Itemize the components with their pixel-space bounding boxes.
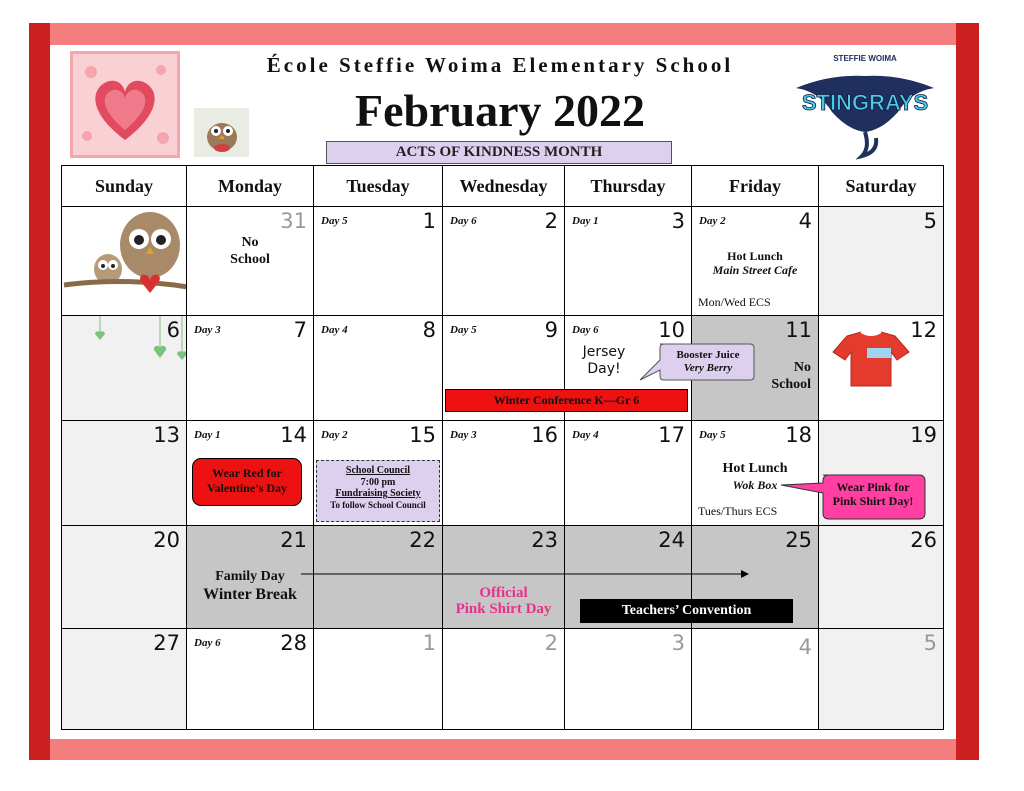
day-cell <box>61 628 187 730</box>
day-cell <box>564 628 692 730</box>
month-title: February 2022 <box>354 85 645 136</box>
day-cell <box>186 315 314 421</box>
cycle-day: Day 1 <box>572 215 599 227</box>
day-number: 26 <box>910 528 937 552</box>
day-number: 4 <box>798 209 812 233</box>
no-school-label: No <box>241 235 259 250</box>
event-text: Very Berry <box>683 362 733 374</box>
cycle-day: Day 5 <box>699 429 726 441</box>
hot-lunch-vendor: Wok Box <box>732 478 778 492</box>
weekday-header: Monday <box>186 165 314 207</box>
cycle-day: Day 6 <box>572 324 599 336</box>
day-cell <box>186 525 314 629</box>
cycle-day: Day 5 <box>321 215 348 227</box>
day-cell <box>442 628 565 730</box>
day-cell <box>186 628 314 730</box>
ecs-note: Mon/Wed ECS <box>698 295 771 309</box>
cycle-day: Day 1 <box>194 429 221 441</box>
weekday-header: Tuesday <box>313 165 443 207</box>
pink-shirt-day-label: Official <box>479 585 528 601</box>
event-text: To follow School Council <box>330 499 426 510</box>
school-name: École Steffie Woima Elementary School <box>266 53 734 77</box>
event-text: Wear Red for <box>212 466 282 480</box>
jersey-day-label: Day! <box>587 361 621 377</box>
day-cell <box>186 206 314 316</box>
no-school-label: School <box>771 377 811 392</box>
day-cell <box>691 628 819 730</box>
day-number: 23 <box>531 528 558 552</box>
day-number: 5 <box>923 631 937 655</box>
event-text: Wear Pink for <box>836 480 910 494</box>
day-cell <box>313 315 443 421</box>
day-cell <box>818 315 944 421</box>
owl-photo-icon <box>194 108 249 157</box>
day-number: 19 <box>910 423 937 447</box>
day-number: 5 <box>923 209 937 233</box>
day-cell <box>691 206 819 316</box>
day-number: 13 <box>153 423 180 447</box>
day-cell <box>818 628 944 730</box>
cycle-day: Day 6 <box>450 215 477 227</box>
day-number: 14 <box>280 423 307 447</box>
day-cell <box>564 206 692 316</box>
day-number: 12 <box>910 318 937 342</box>
weekday-header: Sunday <box>61 165 187 207</box>
day-cell <box>61 525 187 629</box>
day-number: 21 <box>280 528 307 552</box>
day-number: 3 <box>671 631 685 655</box>
day-number: 1 <box>422 631 436 655</box>
no-school-label: School <box>230 252 270 267</box>
day-cell <box>61 315 187 421</box>
day-cell <box>818 525 944 629</box>
day-number: 31 <box>280 209 307 233</box>
day-cell <box>313 628 443 730</box>
ecs-note: Tues/Thurs ECS <box>698 504 778 518</box>
day-cell-blank <box>61 206 187 316</box>
day-cell <box>313 206 443 316</box>
cycle-day: Day 3 <box>450 429 477 441</box>
day-cell <box>313 420 443 526</box>
cycle-day: Day 5 <box>450 324 477 336</box>
weekday-header: Thursday <box>564 165 692 207</box>
weekday-header: Wednesday <box>442 165 565 207</box>
booster-juice-event <box>659 349 757 375</box>
cycle-day: Day 4 <box>572 429 599 441</box>
day-number: 28 <box>280 631 307 655</box>
family-day-label: Family Day <box>215 569 285 584</box>
day-number: 20 <box>153 528 180 552</box>
weekday-header: Friday <box>691 165 819 207</box>
day-number: 2 <box>544 209 558 233</box>
winter-break-label: Winter Break <box>203 586 297 603</box>
winter-conference-event: Winter Conference K—Gr 6 <box>445 389 688 412</box>
day-number: 15 <box>409 423 436 447</box>
svg-text:STINGRAYS: STINGRAYS <box>801 90 929 115</box>
day-number: 10 <box>658 318 685 342</box>
cycle-day: Day 3 <box>194 324 221 336</box>
day-cell <box>818 206 944 316</box>
day-number: 27 <box>153 631 180 655</box>
day-number: 2 <box>544 631 558 655</box>
event-text: Pink Shirt Day! <box>832 494 914 508</box>
day-number: 7 <box>293 318 307 342</box>
day-number: 8 <box>422 318 436 342</box>
event-text: 7:00 pm <box>360 476 396 488</box>
day-cell <box>186 420 314 526</box>
event-text: Booster Juice <box>676 349 740 361</box>
cycle-day: Day 4 <box>321 324 348 336</box>
day-number: 3 <box>671 209 685 233</box>
day-cell <box>442 420 565 526</box>
cycle-day: Day 2 <box>699 215 726 227</box>
pink-shirt-day-label: Pink Shirt Day <box>455 601 552 617</box>
event-text: Fundraising Society <box>335 488 421 499</box>
jersey-shirt-icon <box>831 328 911 390</box>
theme-banner: ACTS OF KINDNESS MONTH <box>326 141 672 164</box>
day-number: 4 <box>798 635 812 659</box>
bottom-pink-bar <box>50 739 956 760</box>
day-cell <box>61 420 187 526</box>
day-number: 9 <box>544 318 558 342</box>
cycle-day: Day 2 <box>321 429 348 441</box>
weekday-header: Saturday <box>818 165 944 207</box>
day-number: 18 <box>785 423 812 447</box>
owls-icon <box>62 207 188 315</box>
event-text: Valentine’s Day <box>206 481 288 495</box>
day-number: 11 <box>785 318 812 342</box>
heart-icon <box>70 51 180 158</box>
school-council-event <box>316 460 440 522</box>
wear-pink-event <box>825 480 921 508</box>
day-number: 22 <box>409 528 436 552</box>
day-cell <box>564 420 692 526</box>
day-cell <box>442 206 565 316</box>
svg-text:STEFFIE WOIMA: STEFFIE WOIMA <box>833 54 897 63</box>
event-text: School Council <box>345 465 411 476</box>
arrow-icon <box>299 567 751 581</box>
calendar-grid <box>61 165 944 730</box>
hot-lunch-vendor: Main Street Cafe <box>712 263 798 277</box>
day-number: 24 <box>658 528 685 552</box>
hot-lunch-label: Hot Lunch <box>722 461 788 476</box>
day-number: 17 <box>658 423 685 447</box>
day-number: 6 <box>166 318 180 342</box>
stingrays-logo <box>790 52 940 162</box>
day-number: 1 <box>422 209 436 233</box>
hot-lunch-label: Hot Lunch <box>727 249 783 263</box>
no-school-label: No <box>793 360 811 375</box>
teachers-convention-event: Teachers’ Convention <box>580 599 793 623</box>
top-pink-bar <box>50 23 956 45</box>
day-number: 16 <box>531 423 558 447</box>
jersey-day-label: Jersey <box>582 344 626 360</box>
valentines-day-event <box>192 458 302 506</box>
cycle-day: Day 6 <box>194 637 221 649</box>
day-number: 25 <box>785 528 812 552</box>
